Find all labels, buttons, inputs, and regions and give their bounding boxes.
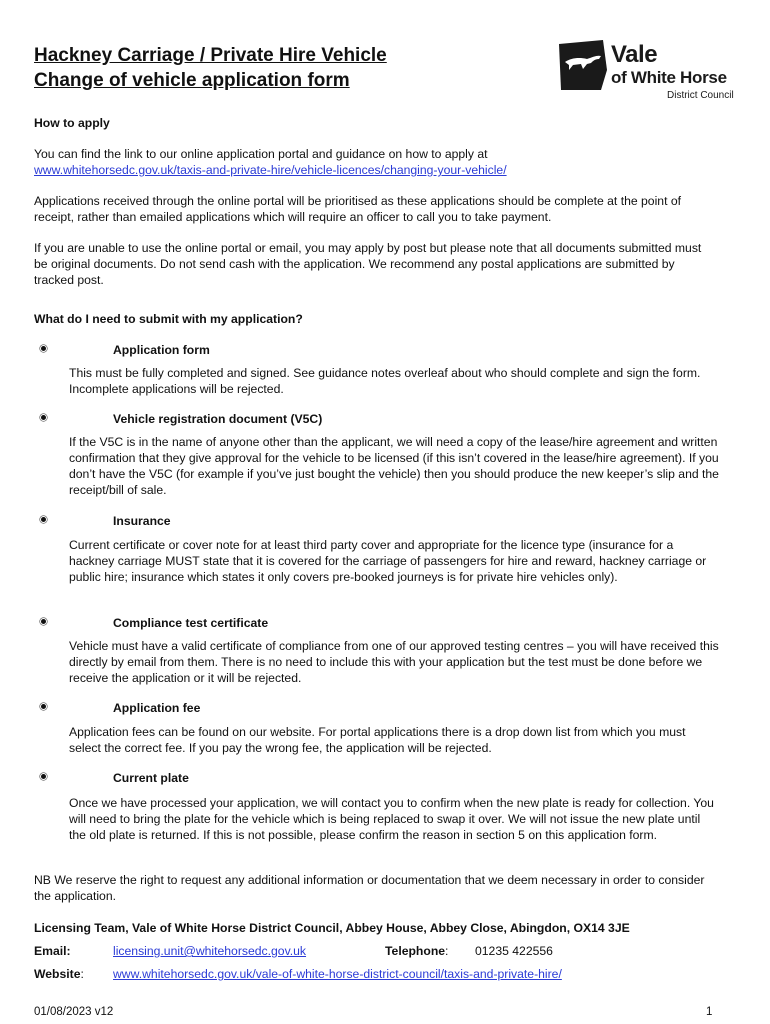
- item-title: Insurance: [113, 514, 171, 528]
- page-number: 1: [706, 1006, 713, 1018]
- item-body: If the V5C is in the name of anyone other than the applicant, we will need a copy of the lease/hire agreement and written confirmation that they give approval for the vehicle to be licensed (if this isn’t covered in the lease/hire agreement). If you don’t have the V5C (for example if you’ve just bought the vehicle) then you should produce the new keeper’s slip and the receipt/bill of sale.: [69, 435, 719, 497]
- telephone-number: 01235 422556: [475, 944, 553, 958]
- telephone-label: Telephone: [385, 944, 446, 958]
- email-row: [34, 943, 553, 959]
- contact-address: Licensing Team, Vale of White Horse District Council, Abbey House, Abbey Close, Abingdon, OX14 3JE: [34, 921, 630, 935]
- portal-text: You can find the link to our online application portal and guidance on how to apply at: [34, 147, 488, 161]
- how-to-apply-paragraph-3: If you are unable to use the online portal or email, you may apply by post but please note that all documents submitted must be original documents. Do not send cash with the application. We recommend any postal applications are submitted by tracked post.: [34, 241, 702, 287]
- bullet-icon: [40, 703, 48, 711]
- email-label: Email:: [34, 944, 71, 958]
- bullet-icon: [40, 516, 48, 524]
- title-line-1: Hackney Carriage / Private Hire Vehicle: [34, 45, 387, 66]
- bullet-icon: [40, 618, 48, 626]
- website-colon: :: [80, 967, 84, 981]
- how-to-apply-paragraph-1: [34, 146, 714, 178]
- bullet-icon: [40, 414, 48, 422]
- item-body: Application fees can be found on our website. For portal applications there is a drop down list from which you must select the correct fee. If you pay the wrong fee, the application will be rejected.: [69, 725, 686, 755]
- portal-link[interactable]: www.whitehorsedc.gov.uk/taxis-and-private-hire/vehicle-licences/changing-your-vehicle/: [34, 163, 507, 177]
- council-logo: [557, 40, 747, 104]
- how-to-apply-paragraph-2: Applications received through the online portal will be prioritised as these applications should be complete at the point of receipt, rather than emailed applications which will require an officer to call you to take payment.: [34, 194, 682, 224]
- item-title: Current plate: [113, 771, 189, 785]
- item-body: Once we have processed your application, we will contact you to confirm when the new plate is ready for collection. You will need to bring the plate for the vehicle which is being replaced to swap it over. We will not issue the new plate until the old plate is returned. If this is not possible, please confirm the reason in section 5 on this application form.: [69, 796, 714, 842]
- telephone-colon: :: [445, 944, 449, 958]
- item-body: This must be fully completed and signed. See guidance notes overleaf about who should complete and sign the form. Incomplete applications will be rejected.: [69, 366, 701, 396]
- website-label-group: [34, 967, 84, 981]
- nb-paragraph: NB We reserve the right to request any additional information or documentation that we deem necessary in order to consider the application.: [34, 873, 705, 903]
- website-label: Website: [34, 967, 81, 981]
- logo-name-line-1: Vale: [611, 41, 658, 68]
- item-title: Vehicle registration document (V5C): [113, 412, 323, 426]
- email-link[interactable]: licensing.unit@whitehorsedc.gov.uk: [113, 944, 307, 958]
- title-line-2: Change of vehicle application form: [34, 70, 350, 91]
- website-link[interactable]: www.whitehorsedc.gov.uk/vale-of-white-horse-district-council/taxis-and-private-hire/: [113, 967, 562, 981]
- submit-heading: What do I need to submit with my application?: [34, 312, 303, 326]
- item-title: Application form: [113, 343, 210, 357]
- item-title: Application fee: [113, 701, 201, 715]
- bullet-icon: [40, 345, 48, 353]
- item-body: Current certificate or cover note for at least third party cover and appropriate for the licence type (insurance for a hackney carriage MUST state that it is covered for the carriage of passengers for hire and reward, hackney carriage or public hire; insurance which states it only covers pre-booked journeys is for private hire vehicles only).: [69, 538, 707, 584]
- how-to-apply-heading: How to apply: [34, 116, 110, 130]
- item-title: Compliance test certificate: [113, 616, 269, 630]
- logo-name-line-2: of White Horse: [611, 68, 727, 87]
- telephone-group: [385, 943, 448, 959]
- page-title: [34, 43, 387, 93]
- website-row: [34, 966, 562, 982]
- bullet-icon: [40, 773, 48, 781]
- footer-version: 01/08/2023 v12: [34, 1006, 114, 1018]
- white-horse-icon: [557, 40, 609, 92]
- logo-subtitle: District Council: [667, 90, 734, 101]
- item-body: Vehicle must have a valid certificate of compliance from one of our approved testing centres – you will have received this directly by email from them. There is no need to include this with your application but the test must be done before we receive the application or it will be rejected.: [69, 639, 719, 685]
